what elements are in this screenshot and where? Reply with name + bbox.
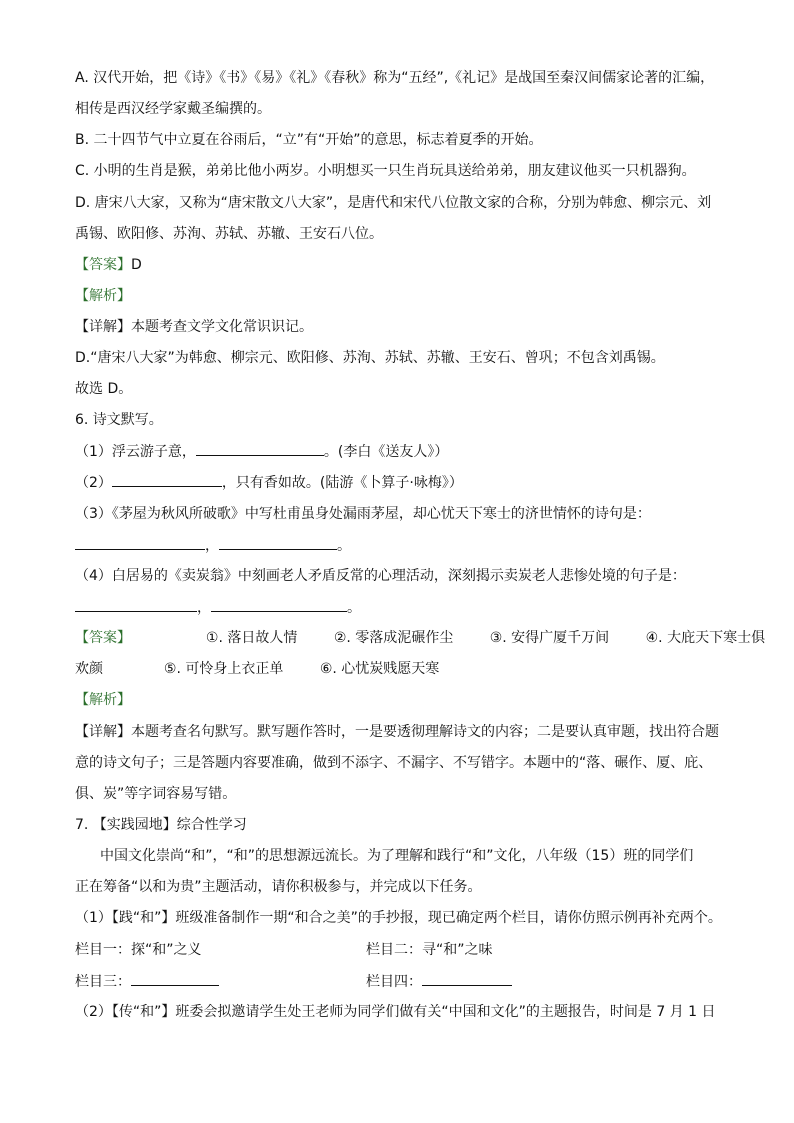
- analysis-label: 【解析】: [75, 692, 131, 708]
- q6-item-4: （4）白居易的《卖炭翁》中刻画老人矛盾反常的心理活动，深刻揭示卖炭老人悲惨处境的句子是：: [75, 568, 686, 584]
- fill-blank[interactable]: [75, 535, 205, 550]
- comma: ，: [205, 538, 219, 554]
- q6-item-3: （3）《茅屋为秋风所破歌》中写杜甫虽身处漏雨茅屋，却心忧天下寒士的济世情怀的诗句是：: [75, 506, 651, 522]
- q6-item-2: [75, 472, 463, 493]
- q6-detail-3: 俱、炭”等字词容易写错。: [75, 786, 237, 802]
- fill-blank[interactable]: [75, 597, 197, 612]
- q7-intro-1: 中国文化崇尚“和”，“和”的思想源远流长。为了理解和践行“和”文化，八年级（15）班的同学们: [100, 848, 694, 864]
- q6-answer-line1: [75, 628, 765, 648]
- q5-detail-3: 故选 D。: [75, 381, 133, 397]
- q5-answer: [75, 255, 142, 275]
- fill-blank[interactable]: [112, 472, 222, 487]
- answer-item: ④. 大庇天下寒士俱: [645, 630, 766, 646]
- q7-task-1: （1）【践“和”】班级准备制作一期“和合之美”的手抄报，现已确定两个栏目，请你仿照示例再补充两个。: [75, 910, 722, 926]
- q6-item2-suffix: ，只有香如故。(陆游《卜算子·咏梅》）: [221, 475, 463, 491]
- period: 。: [347, 600, 361, 616]
- q5-option-a-line1: A. 汉代开始，把《诗》《书》《易》《礼》《春秋》称为“五经”,《礼记》是战国至秦汉间儒家论著的汇编，: [75, 70, 715, 86]
- answer-item: ⑤. 可怜身上衣正单: [163, 661, 284, 677]
- fill-blank[interactable]: [219, 535, 337, 550]
- q7-column-1: 栏目一：探“和”之义: [75, 942, 202, 958]
- q6-analysis-label: [75, 690, 131, 710]
- fill-blank[interactable]: [211, 597, 347, 612]
- comma: ，: [197, 600, 211, 616]
- answer-label: 【答案】: [75, 257, 131, 273]
- q5-option-d-line1: D. 唐宋八大家，又称为“唐宋散文八大家”，是唐代和宋代八位散文家的合称，分别为韩愈、柳宗元、刘: [75, 195, 712, 211]
- fill-blank[interactable]: [196, 441, 324, 456]
- q6-item-3-blanks: [75, 535, 351, 556]
- fill-blank[interactable]: [422, 971, 512, 986]
- q7-intro-2: 正在筹备“以和为贵”主题活动，请你积极参与，并完成以下任务。: [75, 879, 482, 895]
- q5-analysis-label: [75, 286, 131, 306]
- q7-column-4: [366, 971, 512, 992]
- column-3-label: 栏目三：: [75, 974, 131, 990]
- q6-item2-prefix: （2）: [75, 475, 112, 491]
- q7-column-3: [75, 971, 219, 992]
- q6-detail-1: 【详解】本题考查名句默写。默写题作答时，一是要透彻理解诗文的内容；二是要认真审题，找出符合题: [75, 724, 719, 740]
- q6-item1-suffix: 。(李白《送友人》）: [323, 444, 449, 460]
- q5-option-d-line2: 禹锡、欧阳修、苏洵、苏轼、苏辙、王安石八位。: [75, 226, 383, 242]
- q5-option-b: B. 二十四节气中立夏在谷雨后，“立”有“开始”的意思，标志着夏季的开始。: [75, 132, 543, 148]
- q6-title: 6. 诗文默写。: [75, 412, 163, 428]
- answer-item: ⑥. 心忧炭贱愿天寒: [319, 661, 440, 677]
- q7-column-2: 栏目二：寻“和”之味: [366, 942, 493, 958]
- analysis-label: 【解析】: [75, 288, 131, 304]
- fill-blank[interactable]: [131, 971, 219, 986]
- q5-option-c: C. 小明的生肖是猴，弟弟比他小两岁。小明想买一只生肖玩具送给弟弟，朋友建议他买一只机器狗。: [75, 163, 696, 179]
- q6-item1-prefix: （1）浮云游子意，: [75, 444, 196, 460]
- answer-item: ①. 落日故人情: [205, 630, 298, 646]
- q5-detail-1: 【详解】本题考查文学文化常识识记。: [75, 319, 313, 335]
- column-4-label: 栏目四：: [366, 974, 422, 990]
- q5-option-a-line2: 相传是西汉经学家戴圣编撰的。: [75, 101, 271, 117]
- answer-continuation: 欢颜: [75, 661, 103, 677]
- answer-item: ②. 零落成泥碾作尘: [333, 630, 454, 646]
- q6-detail-2: 意的诗文句子；三是答题内容要准确，做到不添字、不漏字、不写错字。本题中的“落、碾作、厦、庇、: [75, 755, 713, 771]
- answer-item: ③. 安得广厦千万间: [489, 630, 610, 646]
- q6-item-4-blanks: [75, 597, 361, 618]
- period: 。: [337, 538, 351, 554]
- answer-value: D: [131, 257, 142, 273]
- q5-detail-2: D.“唐宋八大家”为韩愈、柳宗元、欧阳修、苏洵、苏轼、苏辙、王安石、曾巩；不包含刘禹锡。: [75, 350, 665, 366]
- q7-title: 7. 【实践园地】综合性学习: [75, 817, 247, 833]
- q6-answer-line2: [75, 659, 439, 679]
- q6-item-1: [75, 441, 448, 462]
- q7-task-2: （2）【传“和”】班委会拟邀请学生处王老师为同学们做有关“中国和文化”的主题报告，时间是 7 月 1 日: [75, 1004, 716, 1020]
- answer-label: 【答案】: [75, 630, 131, 646]
